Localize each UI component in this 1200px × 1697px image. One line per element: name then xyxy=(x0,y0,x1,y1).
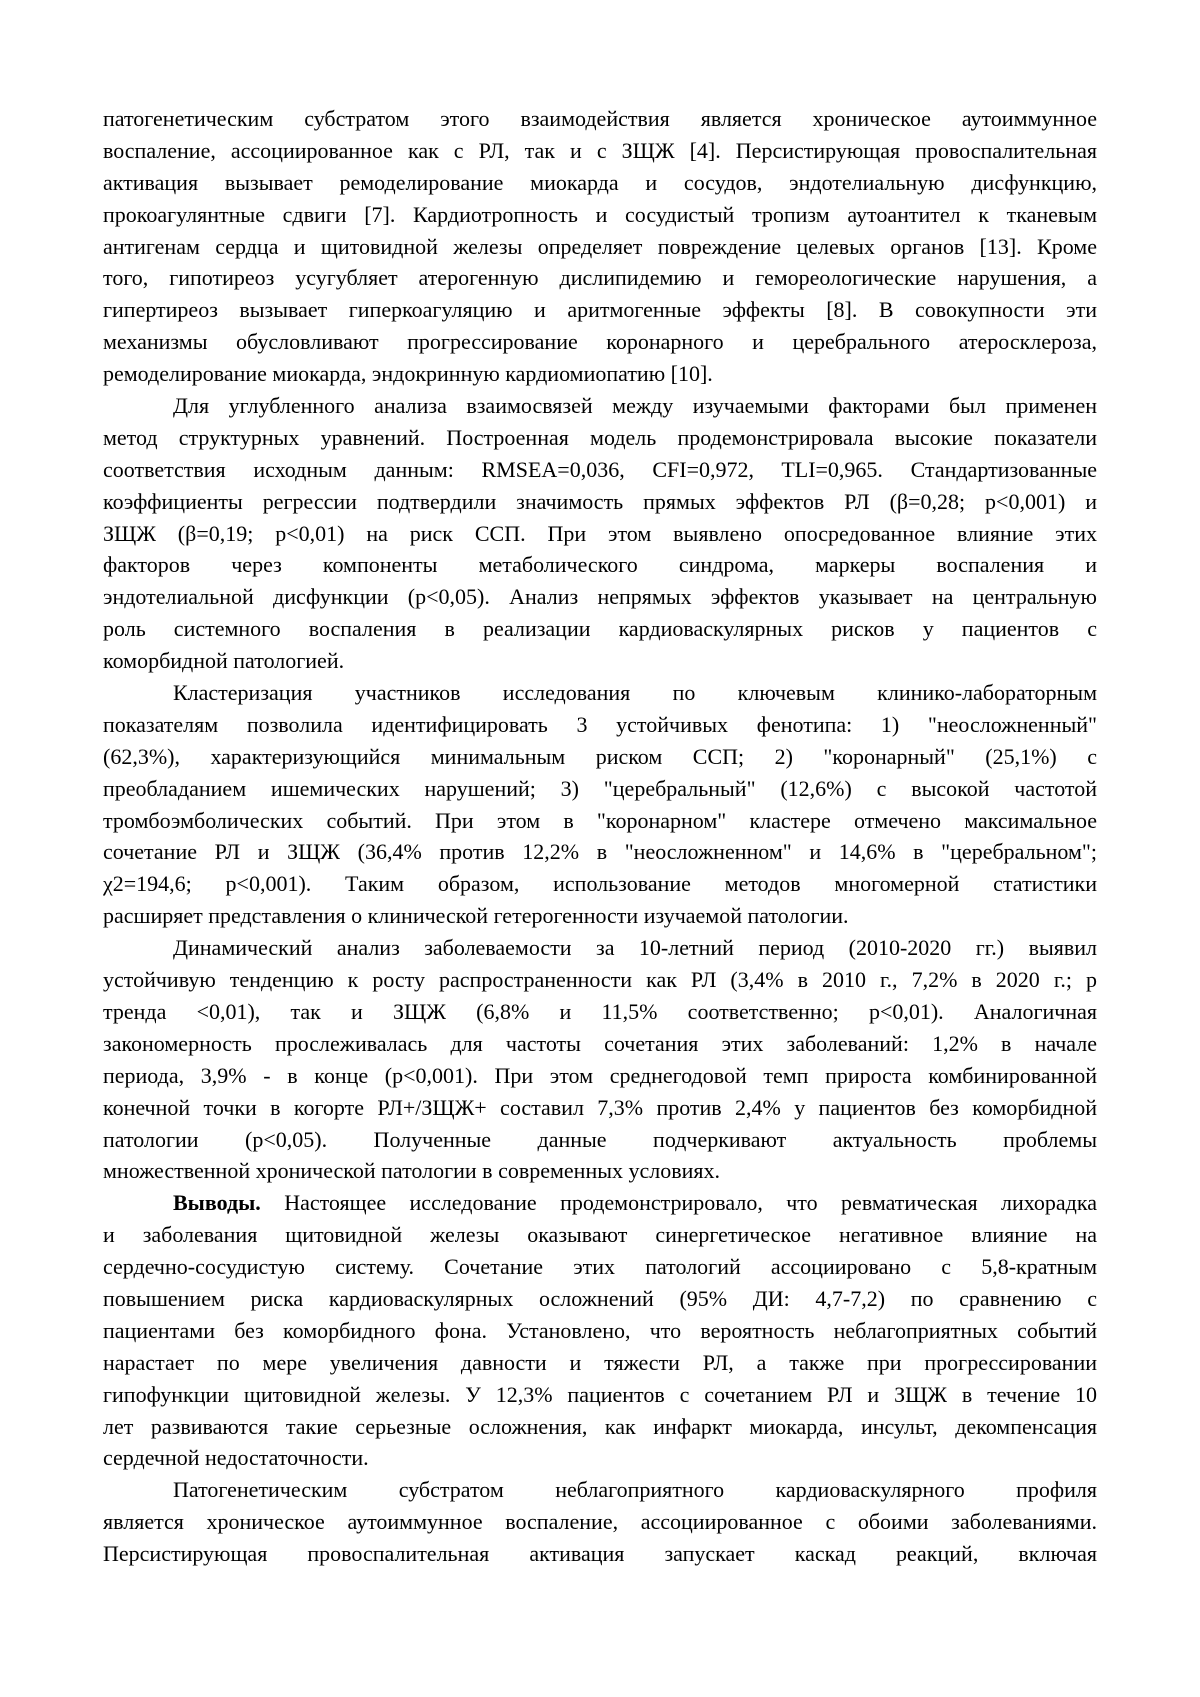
text-line: механизмы обусловливают прогрессирование коронарного и церебрального атеросклероза, xyxy=(103,329,1097,355)
text-line: эндотелиальной дисфункции (p<0,05). Анализ непрямых эффектов указывает на центральную xyxy=(103,584,1097,610)
text-line: Персистирующая провоспалительная активация запускает каскад реакций, включая xyxy=(103,1541,1097,1567)
document-body xyxy=(103,103,1097,1570)
text-line: лет развиваются такие серьезные осложнения, как инфаркт миокарда, инсульт, декомпенсация xyxy=(103,1413,1097,1439)
paragraph-dynamic-analysis-2010-2020 xyxy=(103,932,1097,1187)
text-line: расширяет представления о клинической гетерогенности изучаемой патологии. xyxy=(103,903,849,929)
text-line: того, гипотиреоз усугубляет атерогенную дислипидемию и гемореологические нарушения, а xyxy=(103,265,1097,291)
text-line: воспаление, ассоциированное как с РЛ, так и с ЗЩЖ [4]. Персистирующая провоспалительная xyxy=(103,137,1097,163)
text-line: конечной точки в когорте РЛ+/ЗЩЖ+ составил 7,3% против 2,4% у пациентов без коморбидной xyxy=(103,1094,1097,1120)
text-line: устойчивую тенденцию к росту распространенности как РЛ (3,4% в 2010 г., 7,2% в 2020 г.; p xyxy=(103,967,1097,993)
text-line: соответствия исходным данным: RMSEA=0,036, CFI=0,972, TLI=0,965. Стандартизованные xyxy=(103,456,1097,482)
text-line: пациентами без коморбидного фона. Установлено, что вероятность неблагоприятных событий xyxy=(103,1317,1097,1343)
text-line: закономерность прослеживалась для частоты сочетания этих заболеваний: 1,2% в начале xyxy=(103,1030,1097,1056)
paragraph-pathogenetic-substrate-final xyxy=(103,1474,1097,1570)
paragraph-clustering-phenotypes xyxy=(103,677,1097,932)
text-line: Выводы. Настоящее исследование продемонстрировало, что ревматическая лихорадка xyxy=(173,1190,1097,1216)
text-line: Кластеризация участников исследования по ключевым клинико-лабораторным xyxy=(173,680,1097,706)
text-line: антигенам сердца и щитовидной железы определяет повреждение целевых органов [13]. Кроме xyxy=(103,233,1097,259)
conclusions-bold-lead: Выводы. xyxy=(173,1190,261,1216)
text-line: сердечно-сосудистую систему. Сочетание этих патологий ассоциировано с 5,8-кратным xyxy=(103,1254,1097,1280)
text-line: Динамический анализ заболеваемости за 10-летний период (2010-2020 гг.) выявил xyxy=(173,935,1097,961)
text-line: факторов через компоненты метаболического синдрома, маркеры воспаления и xyxy=(103,552,1097,578)
text-line: преобладанием ишемических нарушений; 3) "церебральный" (12,6%) с высокой частотой xyxy=(103,775,1097,801)
text-line: сочетание РЛ и ЗЩЖ (36,4% против 12,2% в "неосложненном" и 14,6% в "церебральном"; xyxy=(103,839,1097,865)
text-line: метод структурных уравнений. Построенная модель продемонстрировала высокие показатели xyxy=(103,424,1097,450)
text-line: является хроническое аутоиммунное воспаление, ассоциированное с обоими заболеваниями. xyxy=(103,1509,1097,1535)
text-line: повышением риска кардиоваскулярных осложнений (95% ДИ: 4,7-7,2) по сравнению с xyxy=(103,1285,1097,1311)
paragraph-structural-equation-model xyxy=(103,390,1097,677)
text-line: патологии (p<0,05). Полученные данные подчеркивают актуальность проблемы xyxy=(103,1126,1097,1152)
text-line: тромбоэмболических событий. При этом в "коронарном" кластере отмечено максимальное xyxy=(103,807,1097,833)
text-line: показателям позволила идентифицировать 3 устойчивых фенотипа: 1) "неосложненный" xyxy=(103,711,1097,737)
text-line: роль системного воспаления в реализации кардиоваскулярных рисков у пациентов с xyxy=(103,616,1097,642)
text-line: ЗЩЖ (β=0,19; p<0,01) на риск ССП. При этом выявлено опосредованное влияние этих xyxy=(103,520,1097,546)
text-line: χ2=194,6; p<0,001). Таким образом, использование методов многомерной статистики xyxy=(103,871,1097,897)
text-line: Патогенетическим субстратом неблагоприятного кардиоваскулярного профиля xyxy=(173,1477,1097,1503)
text-line: коэффициенты регрессии подтвердили значимость прямых эффектов РЛ (β=0,28; p<0,001) и xyxy=(103,488,1097,514)
text-line: гипертиреоз вызывает гиперкоагуляцию и аритмогенные эффекты [8]. В совокупности эти xyxy=(103,297,1097,323)
text-line: множественной хронической патологии в современных условиях. xyxy=(103,1158,721,1184)
text-line: нарастает по мере увеличения давности и тяжести РЛ, а также при прогрессировании xyxy=(103,1349,1097,1375)
text-line: периода, 3,9% - в конце (p<0,001). При этом среднегодовой темп прироста комбинированной xyxy=(103,1062,1097,1088)
paragraph-pathogenetic-mechanisms xyxy=(103,103,1097,390)
text-line: (62,3%), характеризующийся минимальным риском ССП; 2) "коронарный" (25,1%) с xyxy=(103,743,1097,769)
text-line: прокоагулянтные сдвиги [7]. Кардиотропность и сосудистый тропизм аутоантител к тканевым xyxy=(103,201,1097,227)
text-line: ремоделирование миокарда, эндокринную кардиомиопатию [10]. xyxy=(103,361,713,387)
text-line: коморбидной патологией. xyxy=(103,648,345,674)
text-line: сердечной недостаточности. xyxy=(103,1445,369,1471)
text-line: гипофункции щитовидной железы. У 12,3% пациентов с сочетанием РЛ и ЗЩЖ в течение 10 xyxy=(103,1381,1097,1407)
text-line: и заболевания щитовидной железы оказывают синергетическое негативное влияние на xyxy=(103,1222,1097,1248)
text-line: активация вызывает ремоделирование миокарда и сосудов, эндотелиальную дисфункцию, xyxy=(103,169,1097,195)
text-line: тренда <0,01), так и ЗЩЖ (6,8% и 11,5% соответственно; p<0,01). Аналогичная xyxy=(103,998,1097,1024)
paragraph-conclusions xyxy=(103,1187,1097,1474)
text-line: патогенетическим субстратом этого взаимодействия является хроническое аутоиммунное xyxy=(103,106,1097,131)
text-line: Для углубленного анализа взаимосвязей между изучаемыми факторами был применен xyxy=(173,393,1097,419)
